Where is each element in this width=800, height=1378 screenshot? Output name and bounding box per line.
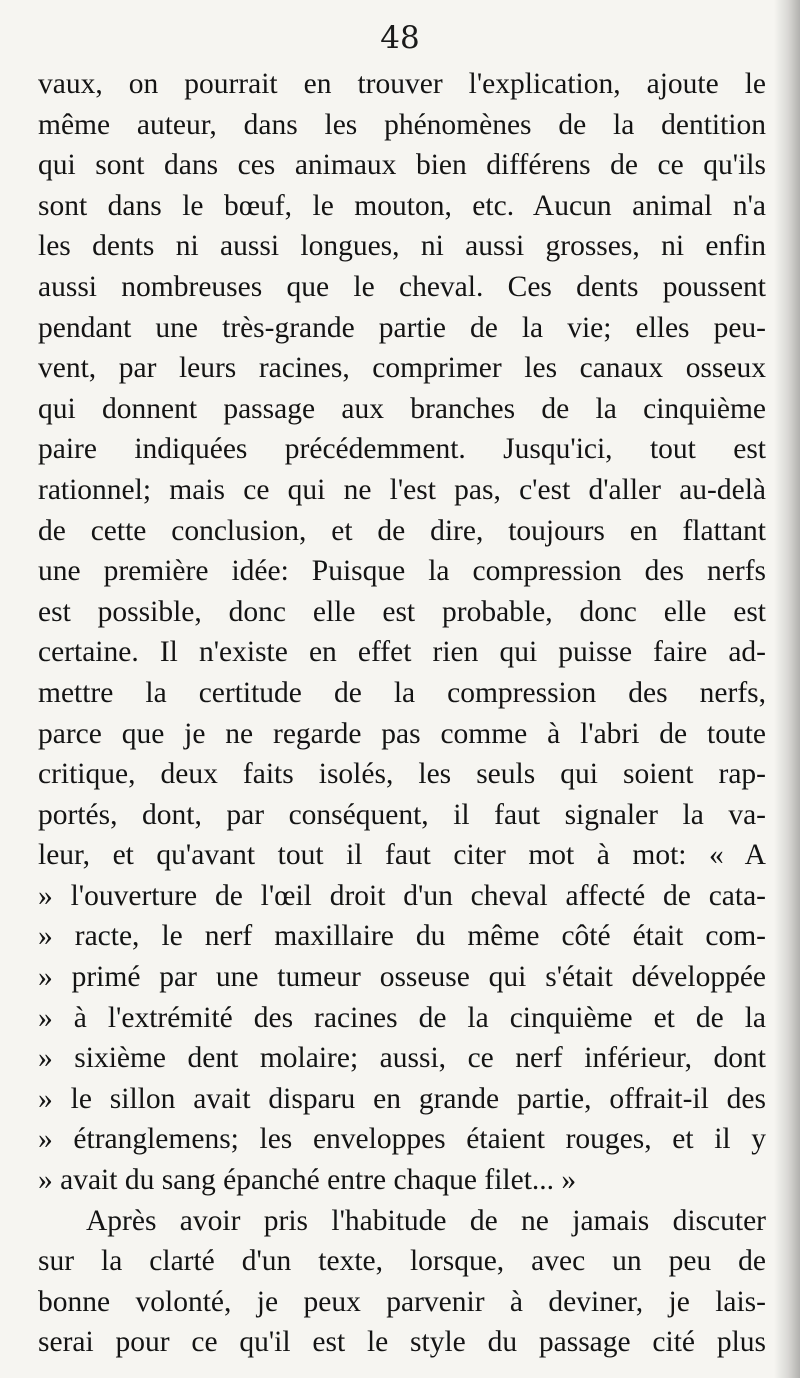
text-line: les dents ni aussi longues, ni aussi grosses, ni enfin bbox=[38, 230, 766, 263]
quote-line: » l'ouverture de l'œil droit d'un cheval affecté de cata- bbox=[38, 879, 766, 912]
text-line: bonne volonté, je peux parvenir à deviner, je lais- bbox=[38, 1285, 766, 1318]
text-line: est possible, donc elle est probable, donc elle est bbox=[38, 595, 766, 628]
quote-line: » étranglemens; les enveloppes étaient rouges, et il y bbox=[38, 1123, 766, 1156]
text-line: parce que je ne regarde pas comme à l'abri de toute bbox=[38, 717, 766, 750]
text-line: leur, et qu'avant tout il faut citer mot à mot: « A bbox=[38, 839, 766, 872]
page-number: 48 bbox=[380, 20, 420, 56]
text-line: certaine. Il n'existe en effet rien qui puisse faire ad- bbox=[38, 636, 766, 669]
text-line: une première idée: Puisque la compression des nerfs bbox=[38, 555, 766, 588]
text-line: portés, dont, par conséquent, il faut signaler la va- bbox=[38, 798, 766, 831]
quote-line: » à l'extrémité des racines de la cinquième et de la bbox=[38, 1001, 766, 1034]
quote-line: » racte, le nerf maxillaire du même côté était com- bbox=[38, 920, 766, 953]
quote-line: » le sillon avait disparu en grande partie, offrait-il des bbox=[38, 1082, 766, 1115]
quote-line: » sixième dent molaire; aussi, ce nerf inférieur, dont bbox=[38, 1042, 766, 1075]
text-line: sont dans le bœuf, le mouton, etc. Aucun animal n'a bbox=[38, 189, 766, 222]
text-line: aussi nombreuses que le cheval. Ces dents poussent bbox=[38, 270, 766, 303]
paragraph-start-line: Après avoir pris l'habitude de ne jamais discuter bbox=[86, 1204, 766, 1237]
text-line: sur la clarté d'un texte, lorsque, avec un peu de bbox=[38, 1245, 766, 1278]
text-line: paire indiquées précédemment. Jusqu'ici, tout est bbox=[38, 433, 766, 466]
text-line: vaux, on pourrait en trouver l'explication, ajoute le bbox=[38, 68, 766, 100]
text-line: qui donnent passage aux branches de la cinquième bbox=[38, 392, 766, 425]
text-line: vent, par leurs racines, comprimer les canaux osseux bbox=[38, 352, 766, 385]
text-line: rationnel; mais ce qui ne l'est pas, c'est d'aller au-delà bbox=[38, 473, 766, 506]
text-line: serai pour ce qu'il est le style du passage cité plus bbox=[38, 1326, 766, 1359]
text-line: même auteur, dans les phénomènes de la dentition bbox=[38, 108, 766, 141]
text-line: pendant une très-grande partie de la vie; elles peu- bbox=[38, 311, 766, 344]
text-line: mettre la certitude de la compression des nerfs, bbox=[38, 676, 766, 709]
text-line: critique, deux faits isolés, les seuls qui soient rap- bbox=[38, 758, 766, 791]
page-edge-shadow bbox=[774, 0, 800, 1378]
text-line: de cette conclusion, et de dire, toujours en flattant bbox=[38, 514, 766, 547]
quote-line-end: » avait du sang épanché entre chaque filet... » bbox=[38, 1164, 577, 1197]
quote-line: » primé par une tumeur osseuse qui s'était développée bbox=[38, 961, 766, 994]
body-text bbox=[38, 64, 766, 1363]
text-line: qui sont dans ces animaux bien différens de ce qu'ils bbox=[38, 149, 766, 182]
